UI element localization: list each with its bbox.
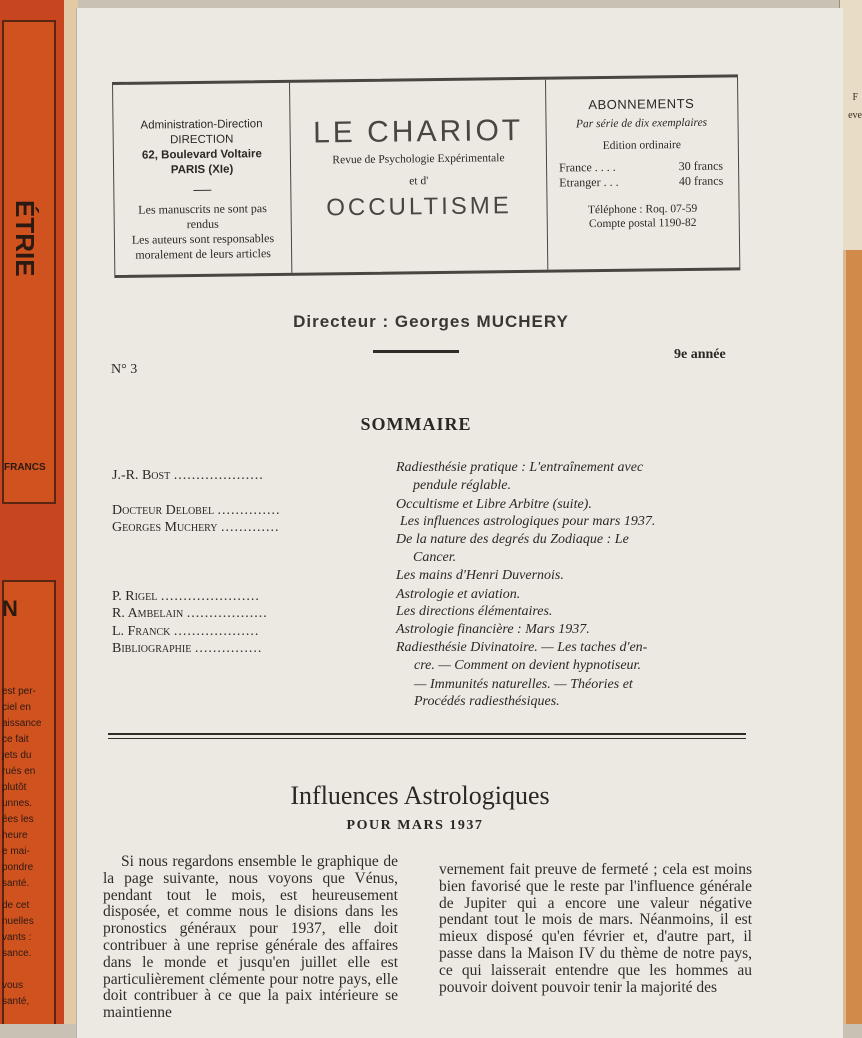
admin-line: Administration-Direction xyxy=(140,118,263,132)
separator-rule-thin xyxy=(108,738,746,739)
cover-word: pondre xyxy=(2,862,34,873)
cover-word: eve xyxy=(848,110,862,121)
toc-title: Astrologie et aviation. xyxy=(396,587,521,602)
price-row-etranger xyxy=(547,173,737,190)
toc-title: Procédés radiesthésiques. xyxy=(414,694,560,709)
price-label: France . . . . xyxy=(558,159,616,175)
toc-title: — Immunités naturelles. — Théories et xyxy=(414,677,633,692)
toc-title: Astrologie financière : Mars 1937. xyxy=(396,622,590,637)
admin-line: DIRECTION xyxy=(170,133,234,147)
cover-word: vants : xyxy=(2,932,32,943)
cover-word: rués en xyxy=(2,766,36,777)
cover-word: FRANCS xyxy=(4,462,46,473)
article-column-left: Si nous regardons ensemble le graphique de la page suivante, nous voyons que Vénus, pendant tout le mois, est heureusement disposée, et comme nous le disions dans les pronostics généraux pour 1937, elle doit contribuer à une reprise générale des affaires dans le monde et jusqu'en juillet elle est particulièrement clémente pour notre pays, elle doit contribuer à ce que la paix intérieure se maintienne xyxy=(103,854,398,1022)
cover-word: heure xyxy=(2,830,28,841)
telephone: Téléphone : Roq. 07-59 xyxy=(587,202,698,217)
price-label: Etranger . . . xyxy=(559,174,619,190)
issue-number: N° 3 xyxy=(111,362,138,377)
cover-word: nuelles xyxy=(2,916,34,927)
toc-title: Les influences astrologiques pour mars 1937. xyxy=(400,514,656,529)
toc-title: Les directions élémentaires. xyxy=(396,604,553,619)
separator-dash xyxy=(193,190,211,191)
toc-title: Radiesthésie pratique : L'entraînement avec xyxy=(396,460,644,475)
admin-city: PARIS (XIe) xyxy=(170,163,234,177)
toc-title: De la nature des degrés du Zodiaque : Le xyxy=(396,532,629,547)
price-value: 30 francs xyxy=(678,158,724,174)
cover-word: sance. xyxy=(2,948,32,959)
toc-author: J.-R. Bost .................... xyxy=(112,468,264,483)
article-title: Influences Astrologiques xyxy=(290,781,550,810)
cover-word: de cet xyxy=(2,900,30,911)
admin-note: rendus xyxy=(186,216,219,232)
cover-edge xyxy=(846,250,862,1024)
journal-title-bottom: OCCULTISME xyxy=(326,192,512,222)
journal-connector: et d' xyxy=(409,175,429,188)
cover-word: plutôt xyxy=(2,782,27,793)
cover-word: ce fait xyxy=(2,734,29,745)
cover-word: e mai- xyxy=(2,846,30,857)
toc-title: pendule réglable. xyxy=(413,478,511,493)
cover-word: santé, xyxy=(2,996,30,1007)
masthead-box xyxy=(112,74,740,278)
article-column-right: vernement fait preuve de fermeté ; cela est moins bien favorisé que le reste par l'influence générale de Jupiter qui a encore une valeur négative pendant tout le mois de mars. Néanmoins, il est mieux disposé qu'en février et, d'autre part, il passe dans la Maison IV du thème de notre pays, ce qui laisserait entendre que les hommes au pouvoir doivent pouvoir tenir la majorité des xyxy=(439,862,752,996)
admin-note: Les auteurs sont responsables xyxy=(131,231,275,247)
toc-title: cre. — Comment on devient hypnotiseur. xyxy=(414,658,641,673)
masthead-admin-column xyxy=(113,83,292,275)
cover-word: santé. xyxy=(2,878,30,889)
subscriptions-heading: ABONNEMENTS xyxy=(588,95,695,113)
adjacent-magazine-right xyxy=(840,0,862,1024)
masthead-title-column xyxy=(290,80,548,273)
cover-word: est per- xyxy=(2,686,36,697)
adjacent-magazine-left xyxy=(0,0,78,1024)
price-value: 40 francs xyxy=(678,173,724,189)
toc-title: Occultisme et Libre Arbitre (suite). xyxy=(396,497,592,512)
toc-title: Les mains d'Henri Duvernois. xyxy=(396,568,564,583)
cover-word: F xyxy=(852,92,858,103)
sommaire-heading: SOMMAIRE xyxy=(360,414,472,434)
cover-word: vous xyxy=(2,980,24,991)
admin-note: Les manuscrits ne sont pas xyxy=(138,201,267,217)
toc-title: Radiesthésie Divinatoire. — Les taches d'en- xyxy=(396,640,648,655)
subscriptions-note: Par série de dix exemplaires xyxy=(575,116,708,131)
toc-author: P. Rigel ...................... xyxy=(112,589,260,604)
admin-note: moralement de leurs articles xyxy=(135,246,271,262)
journal-title-top: LE CHARIOT xyxy=(312,113,524,150)
cover-word: jets du xyxy=(2,750,32,761)
short-rule xyxy=(373,350,459,353)
director-line: Directeur : Georges MUCHERY xyxy=(293,312,569,331)
subscriptions-edition: Edition ordinaire xyxy=(602,139,682,153)
toc-author: R. Ambelain .................. xyxy=(112,606,268,621)
cover-word: ÉTRIE xyxy=(10,200,40,277)
volume-year: 9e année xyxy=(674,347,726,362)
cover-word: N xyxy=(2,596,18,621)
toc-author: L. Franck ................... xyxy=(112,624,260,639)
toc-title: Cancer. xyxy=(413,550,457,565)
admin-address: 62, Boulevard Voltaire xyxy=(141,148,262,162)
journal-subtitle: Revue de Psychologie Expérimentale xyxy=(332,152,505,167)
toc-author: Georges Muchery ............. xyxy=(112,520,280,535)
masthead-subscriptions-column xyxy=(546,77,738,269)
article-subtitle: POUR MARS 1937 xyxy=(346,818,484,833)
cover-word: aissance xyxy=(2,718,42,729)
separator-rule xyxy=(108,733,746,735)
cover-word: ées les xyxy=(2,814,34,825)
toc-author: Bibliographie ............... xyxy=(112,641,263,656)
cover-word: unnes. xyxy=(2,798,33,809)
postal-account: Compte postal 1190-82 xyxy=(588,216,697,231)
toc-author: Docteur Delobel .............. xyxy=(112,503,281,518)
cover-word: ciel en xyxy=(2,702,31,713)
